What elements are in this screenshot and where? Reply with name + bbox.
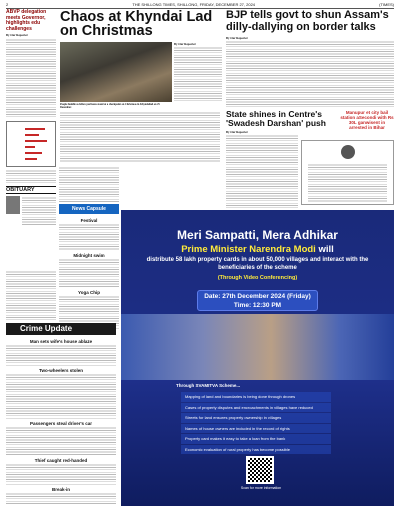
state-byline: By Our Reporter: [226, 130, 248, 134]
ad-bullet: Cases of property disputes and encroachments in villages have reduced: [181, 403, 331, 413]
ad-scan-label: Scan for more information: [240, 486, 282, 490]
crime-column: [6, 337, 116, 504]
ad-bullet: Economic evaluation of rural property has become possible: [181, 445, 331, 455]
ad-pm-suffix: will: [318, 244, 334, 255]
stat-bar: [25, 140, 47, 142]
capsule-midnight-body: [59, 258, 119, 288]
bjp-byline: By Our Reporter: [226, 36, 248, 40]
ad-time: Time: 12:30 PM: [233, 302, 282, 309]
bjp-headline: BJP tells govt to shun Assam's dilly-dallying on border talks: [226, 9, 389, 33]
news-capsule-label: News Capsule: [59, 204, 119, 214]
masthead-center: THE SHILLONG TIMES, SHILLONG, FRIDAY, DECEMBER 27, 2024: [132, 2, 256, 7]
chaos-photo: [60, 42, 172, 102]
obituary-photo: [6, 196, 20, 214]
qr-code-icon[interactable]: [246, 456, 274, 484]
ad-bullet: Names of house owners are included in the record of rights: [181, 424, 331, 434]
crime-subhead: Passengers steal driver's car: [29, 421, 93, 426]
ad-bullet: Mapping of land and boundaries is being done through drones: [181, 392, 331, 402]
ad-bullet: Property card makes it easy to take a loan from the bank: [181, 434, 331, 444]
crime-subhead: Two-wheelers stolen: [39, 368, 83, 373]
capsule-top-text: [59, 166, 119, 202]
bjp-body: [226, 36, 394, 108]
manupur-headline: Manupur et city bail station aSecondi with Rs 30L ganwisent in arrested in Bihar: [340, 110, 394, 130]
ad-mode: (Through Video Conferencing): [217, 275, 298, 281]
left-column: [6, 10, 56, 226]
news-capsule: [59, 216, 119, 329]
chaos-caption: People huddle as fellow partisans stand at a checkpoint on Christmas in Khyndailad on 25 December.: [60, 103, 160, 109]
crime-subhead: Thief caught red-handed: [34, 458, 88, 463]
crime-body: [6, 344, 116, 366]
obituary-body: [22, 196, 56, 226]
abvp-body-2: [6, 169, 56, 183]
crime-body: [6, 373, 116, 419]
chaos-side-text: [174, 42, 222, 102]
stat-bar: [25, 128, 45, 130]
ad-bullets: [181, 392, 331, 455]
crime-subhead: Man sets wife's house ablaze: [29, 339, 93, 344]
stat-bar: [25, 146, 35, 148]
obituary-title: OBITUARY: [6, 186, 56, 194]
stat-bar: [25, 152, 42, 154]
abvp-headline: ABVP delegation meets Governor, highlights edu challenges: [6, 9, 47, 32]
crime-section-title: Crime Update: [6, 323, 116, 335]
state-text: [226, 134, 298, 208]
stat-bar: [25, 134, 39, 136]
ad-photo-banner: [121, 314, 394, 380]
government-ad-box: [301, 140, 394, 205]
crime-body: [6, 426, 116, 456]
ad-date-box: [197, 290, 318, 311]
capsule-festival: Festival: [80, 218, 98, 223]
ad-pm-name: Prime Minister Narendra Modi: [181, 244, 316, 255]
capsule-festival-body: [59, 223, 119, 251]
stats-box: [6, 121, 56, 167]
left-lower-body: [6, 270, 56, 320]
ad-bullet: Streets for land ensures property ownership in villages: [181, 413, 331, 423]
chaos-body-2: [60, 111, 220, 163]
ad-footer-logos: [121, 506, 394, 521]
page-number: 2: [6, 2, 9, 7]
ad-subtitle: distribute 58 lakh property cards in about 50,000 villages and interact with the beneficiaries of the scheme: [146, 257, 369, 271]
abvp-body: [6, 38, 56, 118]
ad-title-1: Meri Sampatti, Mera Adhikar: [177, 228, 338, 242]
stat-bar: [25, 158, 37, 160]
ad-date: Date: 27th December 2024 (Friday): [204, 293, 311, 300]
ad-title-2: [121, 244, 394, 255]
state-body: [226, 130, 298, 208]
capsule-midnight: Midnight swim: [73, 253, 105, 258]
crime-subhead: Break-in: [51, 487, 70, 492]
masthead: [6, 2, 394, 9]
svamitva-advertisement: [121, 210, 394, 521]
state-headline: State shines in Centre's 'Swadesh Darshan' push: [226, 109, 326, 128]
crime-body: [6, 463, 116, 485]
ashoka-emblem-icon: [341, 145, 355, 159]
chaos-body: [174, 46, 222, 102]
masthead-right: (TIMES): [379, 2, 394, 7]
gov-ad-text: [308, 163, 387, 203]
bjp-text: [226, 40, 394, 108]
ad-through: Through SVAMITVA Scheme...: [176, 383, 241, 388]
capsule-yoga: Yoga Chip: [78, 290, 100, 295]
chaos-headline: Chaos at Khyndai Lad on Christmas: [60, 9, 213, 39]
crime-body: [6, 492, 116, 504]
chaos-byline: By Our Reporter: [174, 42, 196, 46]
abvp-byline: By Our Reporter: [6, 33, 28, 37]
